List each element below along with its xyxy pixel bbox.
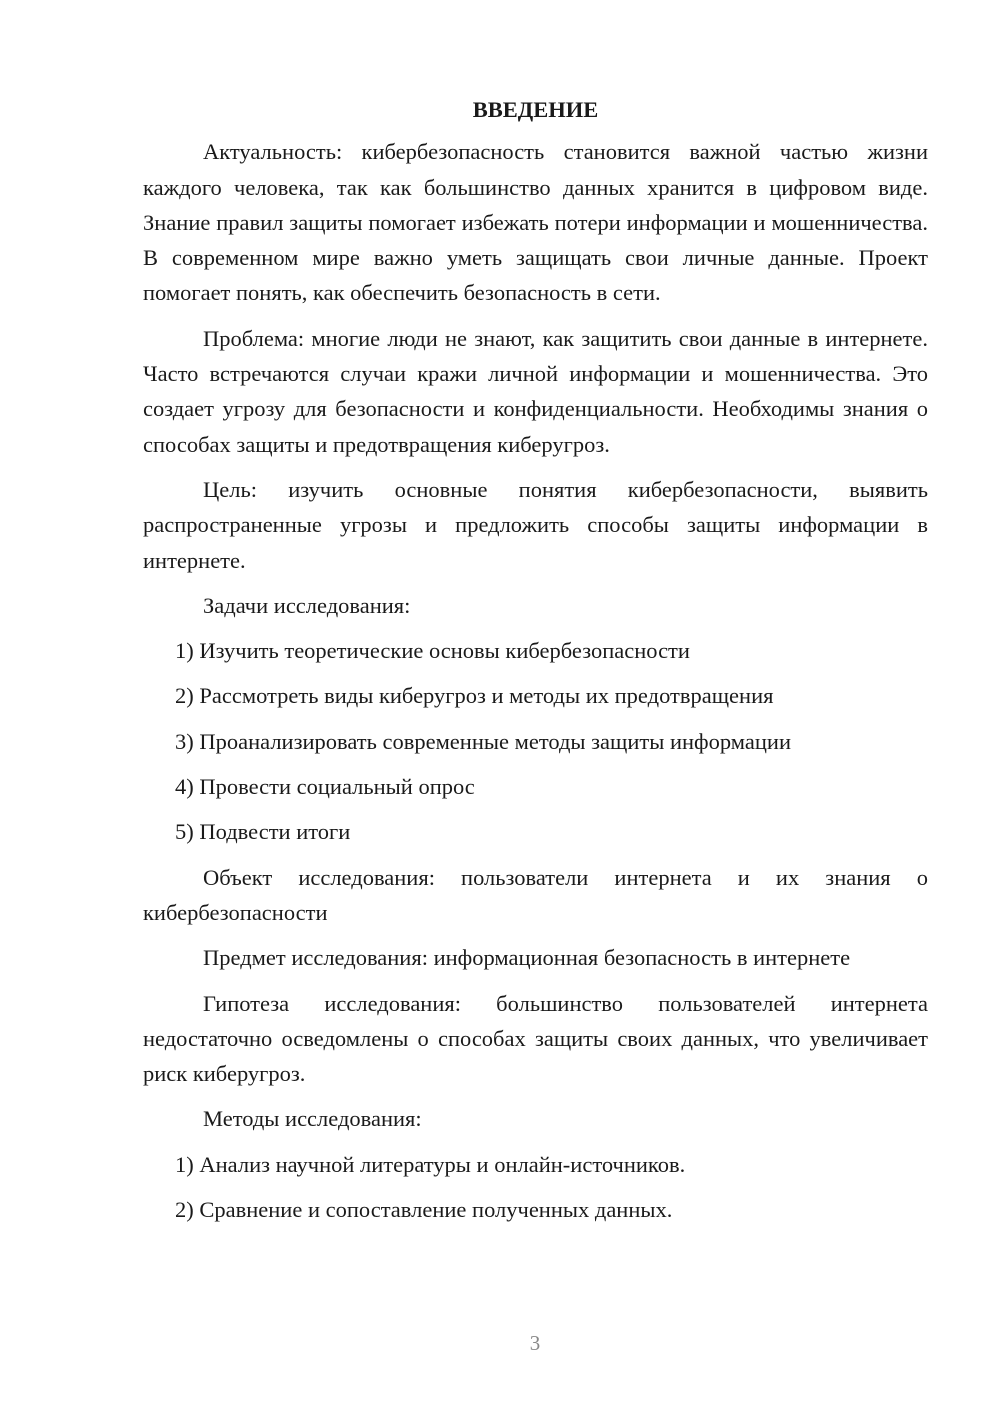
- list-item: 2) Рассмотреть виды киберугроз и методы их предотвращения: [175, 683, 774, 709]
- page-number: 3: [529, 1331, 541, 1355]
- list-item: 4) Провести социальный опрос: [175, 774, 475, 800]
- page-content: [143, 92, 928, 1237]
- paragraph-hypothesis: Гипотеза исследования: большинство пользователей интернета недостаточно осведомлены о способах защиты своих данных, что увеличивает риск киберугроз.: [143, 990, 928, 1087]
- paragraph-object: Объект исследования: пользователи интернета и их знания о кибербезопасности: [143, 864, 928, 925]
- list-item: 1) Изучить теоретические основы кибербезопасности: [175, 638, 690, 664]
- paragraph-problem: Проблема: многие люди не знают, как защитить свои данные в интернете. Часто встречаются случаи кражи личной информации и мошенничества. Это создает угрозу для безопасности и конфиденциальности. Необходимы знания о способах защиты и предотвращения киберугроз.: [143, 325, 928, 457]
- methods-heading: Методы исследования:: [203, 1106, 422, 1132]
- tasks-heading: Задачи исследования:: [203, 592, 411, 618]
- list-item: 5) Подвести итоги: [175, 819, 351, 845]
- methods-list: [143, 1147, 928, 1228]
- tasks-list: [143, 633, 928, 849]
- section-title: ВВЕДЕНИЕ: [472, 97, 599, 122]
- list-item: 2) Сравнение и сопоставление полученных данных.: [175, 1197, 673, 1223]
- paragraph-relevance: Актуальность: кибербезопасность становится важной частью жизни каждого человека, так как большинство данных хранится в цифровом виде. Знание правил защиты помогает избежать потери информации и мошенничества. В современном мире важно уметь защищать свои личные данные. Проект помогает понять, как обеспечить безопасность в сети.: [143, 139, 928, 306]
- paragraph-goal: Цель: изучить основные понятия кибербезопасности, выявить распространенные угрозы и предложить способы защиты информации в интернете.: [143, 476, 928, 573]
- list-item: 1) Анализ научной литературы и онлайн-источников.: [175, 1151, 686, 1177]
- list-item: 3) Проанализировать современные методы защиты информации: [175, 728, 791, 754]
- paragraph-subject: Предмет исследования: информационная безопасность в интернете: [203, 945, 851, 971]
